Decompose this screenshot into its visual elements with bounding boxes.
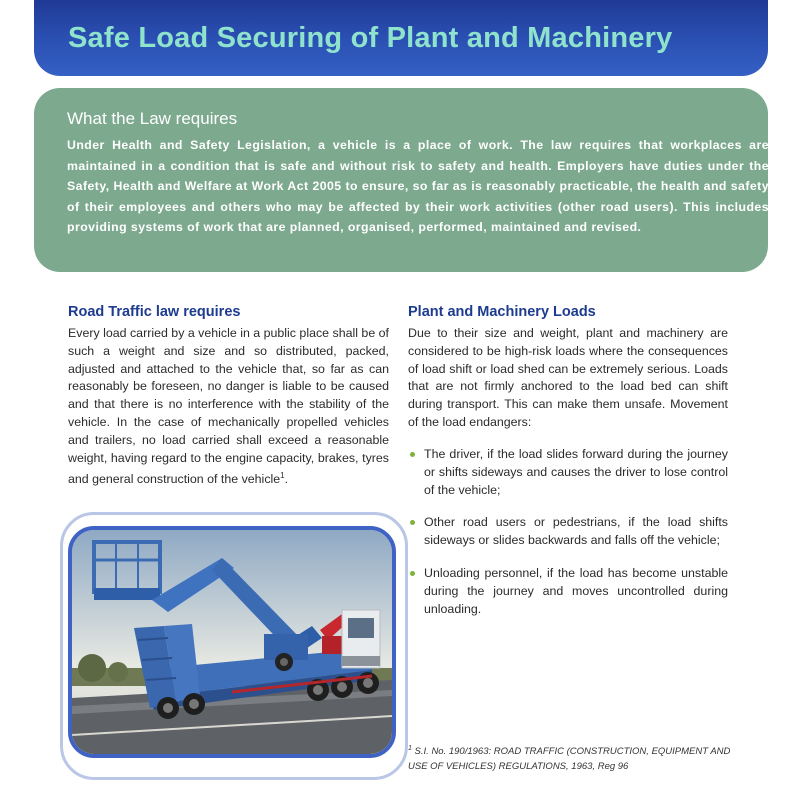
list-item: [408, 565, 728, 618]
page-title: Safe Load Securing of Plant and Machinery: [68, 22, 673, 54]
endangered-list: [408, 446, 728, 633]
truck-photo: [68, 526, 396, 758]
plant-loads-heading: Plant and Machinery Loads: [408, 304, 596, 320]
footnote-marker: 1: [408, 745, 412, 752]
footnote-ref: 1: [280, 471, 285, 481]
law-box-heading: What the Law requires: [67, 109, 238, 128]
law-requirements-box: [34, 88, 768, 272]
list-item: [408, 514, 728, 550]
plant-loads-body: Due to their size and weight, plant and machinery are considered to be high-risk loads where the consequences of load shift or load shed can be extremely serious. Loads that are not firmly anchored to the load bed can shift during transport. This can make them unsafe. Movement of the load endangers:: [408, 326, 728, 429]
road-traffic-text: Every load carried by a vehicle in a public place shall be of such a weight and size and so distributed, packed, adjusted and attached to the vehicle that, so far as can reasonably be foreseen, no danger is liable to be caused and that there is no interference with the stability of the vehicle. In the case of mechanically propelled vehicles and trailers, no load carried shall exceed a reasonable weight, having regard to the engine capacity, brakes, tyres and general construction of the vehicle: [68, 326, 389, 487]
bullet-icon: [410, 452, 415, 457]
list-item-text: Unloading personnel, if the load has become unstable during the journey and moves uncontrolled during unloading.: [424, 565, 728, 616]
road-traffic-heading: Road Traffic law requires: [68, 304, 241, 320]
truck-with-lift-illustration: [72, 530, 392, 754]
footnote: [408, 742, 748, 774]
header-banner: [34, 0, 768, 76]
bullet-icon: [410, 520, 415, 525]
list-item-text: The driver, if the load slides forward during the journey or shifts sideways and causes the driver to lose control of the vehicle;: [424, 447, 728, 497]
bullet-icon: [410, 571, 415, 576]
road-traffic-body: Every load carried by a vehicle in a public place shall be of such a weight and size and so distributed, packed, adjusted and attached to the vehicle that, so far as can reasonably be foreseen, no danger is liable to be caused and that there is no interference with the stability of the vehicle. In the case of mechanically propelled vehicles and trailers, no load carried shall exceed a reasonable weight, having regard to the engine capacity, brakes, tyres and general construction of the vehicle$^1$.: [68, 326, 389, 487]
list-item: [408, 446, 728, 499]
law-box-body: Under Health and Safety Legislation, a vehicle is a place of work. The law requires that workplaces are maintained in a condition that is safe and without risk to safety and health. Employers have duties under the Safety, Health and Welfare at Work Act 2005 to ensure, so far as is reasonably practicable, the health and safety of their employees and others who may be affected by their work activities (other road users). This includes providing systems of work that are planned, organised, performed, maintained and revised.: [67, 138, 769, 235]
footnote-text: S.I. No. 190/1963: ROAD TRAFFIC (CONSTRUCTION, EQUIPMENT AND USE OF VEHICLES) REGULATIONS, 1963, Reg 96: [408, 746, 731, 772]
list-item-text: Other road users or pedestrians, if the load shifts sideways or slides backwards and falls off the vehicle;: [424, 515, 728, 548]
